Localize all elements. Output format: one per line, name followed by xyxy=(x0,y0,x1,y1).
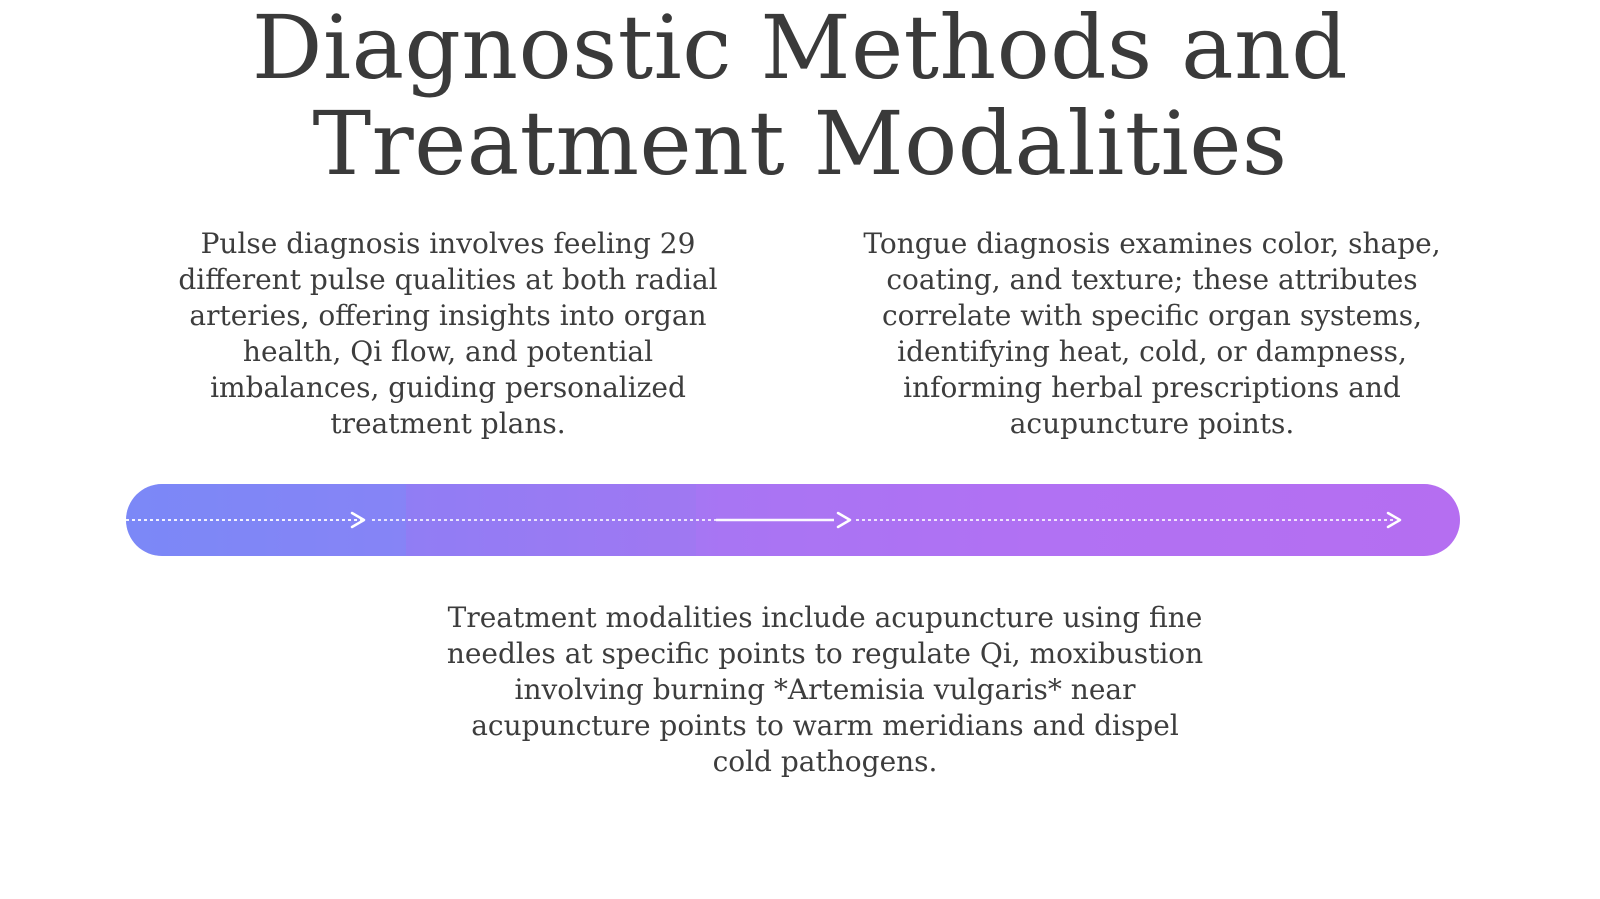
arrow-right-icon xyxy=(1388,513,1400,527)
slide-title-line-1: Diagnostic Methods and xyxy=(251,0,1349,99)
timeline-bar xyxy=(126,484,1460,556)
slide-title xyxy=(0,0,1600,195)
timeline-arrows xyxy=(126,484,1460,556)
slide-title-line-2: Treatment Modalities xyxy=(312,92,1288,195)
treatment-modalities-text: Treatment modalities include acupuncture using fine needles at specific points to regulate Qi, moxibustion involving burning *Artemisia vulgaris* near acupuncture points to warm meridians and dispel cold pathogens. xyxy=(446,601,1204,778)
tongue-diagnosis-text: Tongue diagnosis examines color, shape, coating, and texture; these attributes correlate with specific organ systems, identifying heat, cold, or dampness, informing herbal prescriptions and acupuncture points. xyxy=(863,227,1441,440)
arrow-right-icon xyxy=(352,513,364,527)
pulse-diagnosis-text: Pulse diagnosis involves feeling 29 different pulse qualities at both radial arteries, offering insights into organ health, Qi flow, and potential imbalances, guiding personalized treatment plans. xyxy=(178,227,718,440)
arrow-right-icon xyxy=(838,513,850,527)
